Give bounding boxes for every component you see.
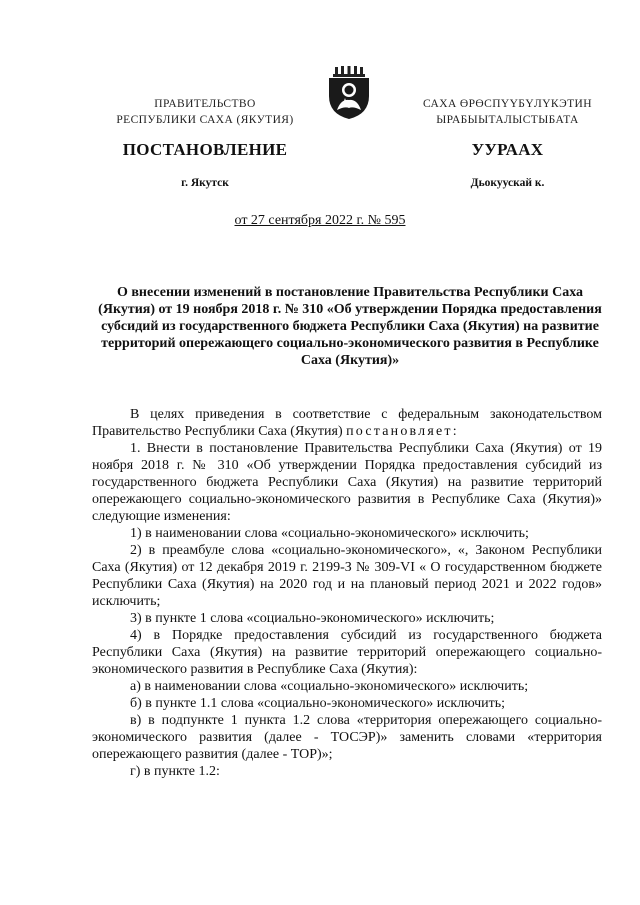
preamble-text: В целях приведения в соответствие с федеральным законодательством Правительство Республики Саха (Якутия) (92, 407, 602, 439)
issuer-line-1-yakut: САХА ӨРӨСПҮҮБҮЛҮКЭТИН (423, 98, 592, 110)
paragraph-subitem-b: б) в пункте 1.1 слова «социально-экономического» исключить; (130, 696, 506, 711)
paragraph-1: 1. Внести в постановление Правительства Республики Саха (Якутия) от 19 ноября 2018 г. № 310 «Об утверждении Порядка предоставления субсидий из государственного бюджета Республики Саха (Якутия) на развитие территорий опережающего социально-экономического развития в Республике Саха (Якутия)» следующие изменения: (92, 441, 602, 524)
issuer-name-russian (100, 96, 310, 128)
paragraph-item-4: 4) в Порядке предоставления субсидий из государственного бюджета Республики Саха (Якутия) на развитие территорий опережающего социально-экономического развития в Республике Саха (Якутия): (92, 628, 602, 677)
paragraph-subitem-v: в) в подпункте 1 пункта 1.2 слова «территория опережающего социально-экономического развития (далее - ТОСЭР)» заменить словами «территория опережающего развития (далее - ТОР)»; (92, 713, 602, 762)
issuer-name-yakut (395, 96, 620, 128)
coat-of-arms-icon (323, 66, 375, 120)
city-yakut: Дьокуускай к. (470, 177, 545, 189)
paragraph-preamble (92, 406, 602, 440)
date-number-text: от 27 сентября 2022 г. № 595 (234, 213, 406, 228)
decree-word: постановляет: (346, 424, 459, 439)
paragraph-subitem-a: а) в наименовании слова «социально-экономического» исключить; (130, 679, 529, 694)
paragraph-item-3: 3) в пункте 1 слова «социально-экономического» исключить; (130, 611, 495, 626)
city-russian: г. Якутск (181, 177, 229, 189)
date-and-number (0, 213, 640, 229)
document-type-yakut: УУРААХ (471, 140, 544, 159)
paragraph-subitem-g: г) в пункте 1.2: (130, 764, 220, 779)
document-type-russian: ПОСТАНОВЛЕНИЕ (122, 140, 288, 159)
document-body (92, 406, 602, 780)
paragraph-item-1: 1) в наименовании слова «социально-экономического» исключить; (130, 526, 529, 541)
document-title: О внесении изменений в постановление Правительства Республики Саха (Якутия) от 19 ноября 2018 г. № 310 «Об утверждении Порядка предоставления субсидий из государственного бюджета Республики Саха (Якутия) на развитие территорий опережающего социально-экономического развития в Республике Саха (Якутия)» (98, 285, 602, 368)
issuer-line-1: ПРАВИТЕЛЬСТВО (154, 98, 256, 110)
paragraph-item-2: 2) в преамбуле слова «социально-экономического», «, Законом Республики Саха (Якутия) от 12 декабря 2019 г. 2199-З № 309-VI « О государственном бюджете Республики Саха (Якутия) на 2020 год и на плановый период 2021 и 2022 годов» исключить; (92, 543, 602, 609)
issuer-line-2: РЕСПУБЛИКИ САХА (ЯКУТИЯ) (116, 114, 294, 126)
issuer-line-2-yakut: ЫРАБЫЫТАЛЫСТЫБАТА (436, 114, 579, 126)
